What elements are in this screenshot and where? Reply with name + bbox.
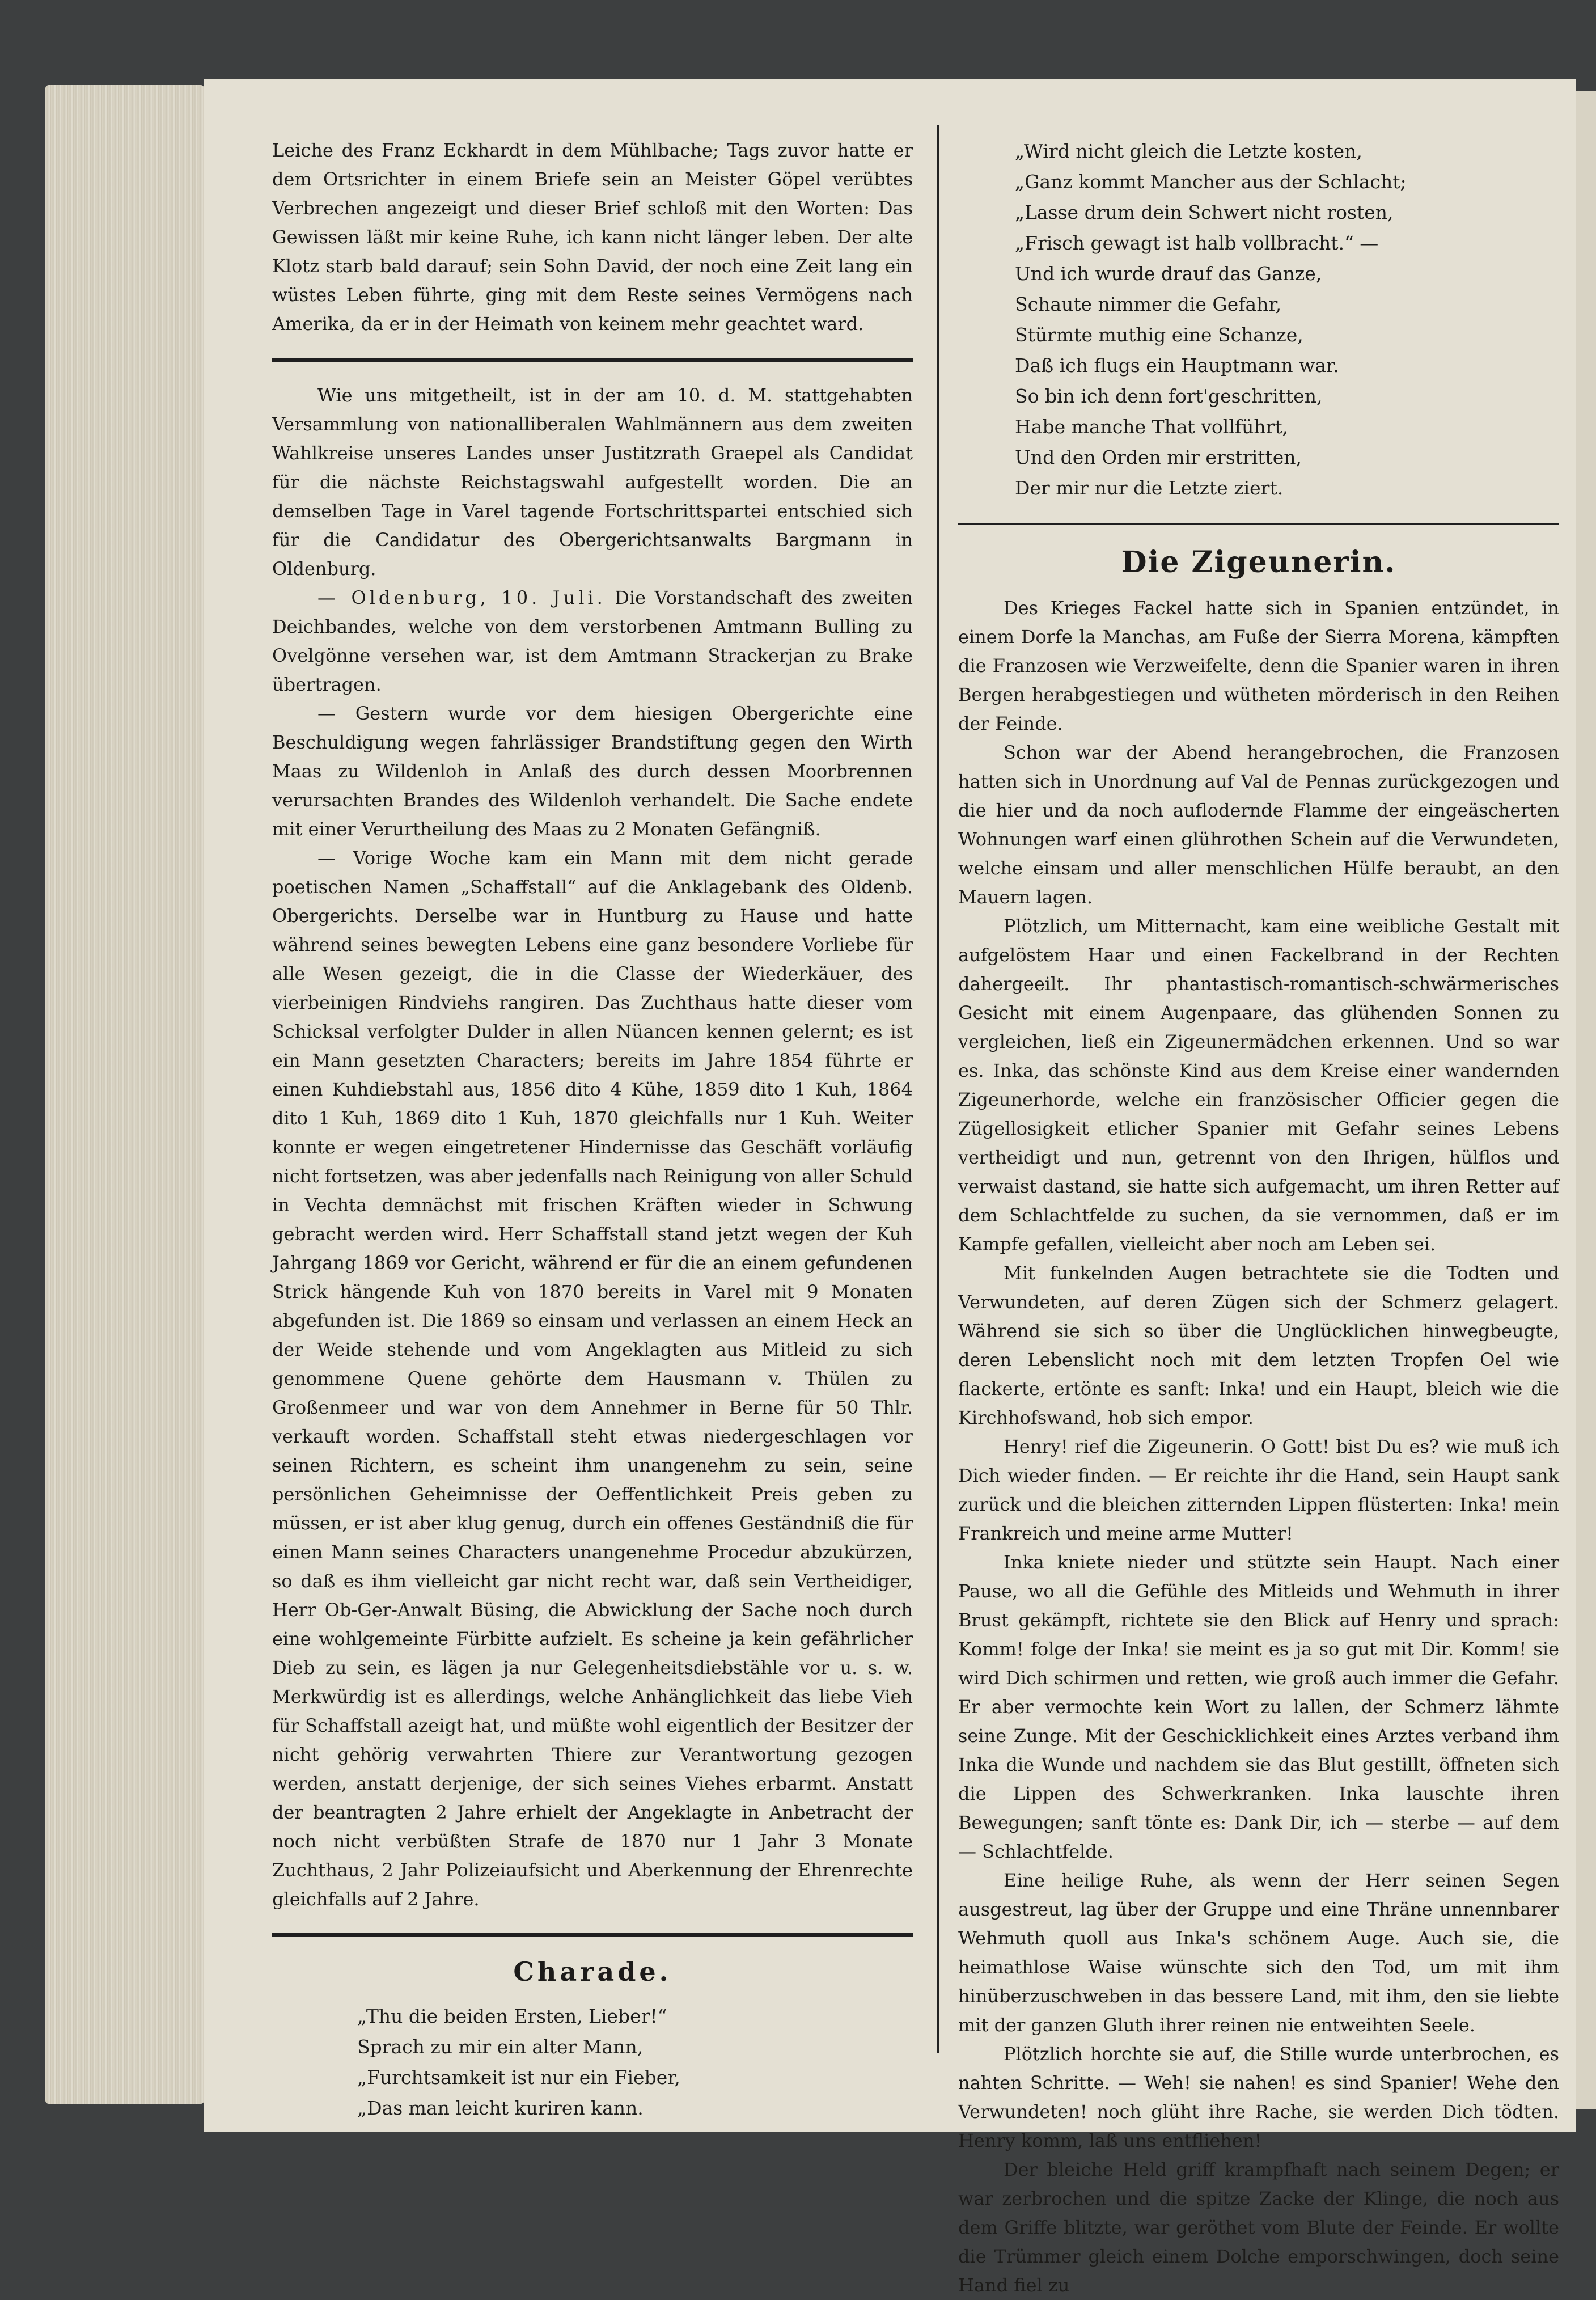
section-divider [272,1933,913,1937]
poem-line: „Wird nicht gleich die Letzte kosten, [1015,140,1362,162]
charade-poem [272,2001,913,2124]
poem-line: Habe manche That vollführt, [1015,416,1289,438]
news-item-election: Wie uns mitgetheilt, ist in der am 10. d. M. stattgehabten Versammlung von nationalliberalen Wahlmännern aus dem zweiten Wahlkreise unseres Landes unser Justitzrath Graepel als Candidat für die nächste Reichstagswahl aufgestellt worden. Die an demselben Tage in Varel tagende Fortschrittspartei entschied sich für die Candidatur des Obergerichtsanwalts Bargmann in Oldenburg. [272,384,913,580]
story-paragraph: Henry! rief die Zigeunerin. O Gott! bist Du es? wie muß ich Dich wieder finden. — Er reichte ihr die Hand, sein Haupt sank zurück und die bleichen zitternden Lippen flüsterten: Inka! mein Frankreich und meine arme Mutter! [958,1436,1559,1544]
poem-line: „Lasse drum dein Schwert nicht rosten, [1015,201,1394,223]
next-page-edge [1576,91,1596,2109]
poem-line: „Ganz kommt Mancher aus der Schlacht; [1015,171,1407,193]
story-paragraph: Plötzlich, um Mitternacht, kam eine weibliche Gestalt mit aufgelöstem Haar und einen Fackelbrand in der Rechten dahergeeilt. Ihr phantastisch-romantisch-schwärmerisches Gesicht mit einem Augenpaare, das glühenden Sonnen zu vergleichen, ließ ein Zigeunermädchen erkennen. Und so war es. Inka, das schönste Kind aus dem Kreise einer wandernden Zigeunerhorde, welche ein französischer Officier gegen die Zügellosigkeit etlicher Spanier mit Gefahr seines Lebens vertheidigt und nun, getrennt von den Ihrigen, hülflos und verwaist dastand, sie hatte sich aufgemacht, um ihren Retter auf dem Schlachtfelde zu suchen, da sie vernommen, daß er im Kampfe gefallen, vielleicht aber noch am Leben sei. [958,915,1559,1255]
poem-line: „Das man leicht kuriren kann. [357,2097,644,2119]
poem-line: „Frisch gewagt ist halb vollbracht.“ — [1015,232,1379,254]
book-page-edges [45,85,204,2104]
column-rule [937,125,939,2053]
news-item-deichband [272,584,913,699]
news-item-deichband-text: Die Vorstandschaft des zweiten Deichbandes, welche von dem verstorbenen Amtmann Bulling zu Ovelgönne versehen war, ist dem Amtmann Strackerjan zu Brake übertragen. [272,587,913,695]
poem-line: Der mir nur die Letzte ziert. [1015,477,1284,499]
story-paragraph: Mit funkelnden Augen betrachtete sie die Todten und Verwundeten, auf deren Zügen sich der Schmerz gelagert. Während sie sich so über die Unglücklichen hinwegbeugte, deren Lebenslicht noch mit dem letzten Tropfen Oel wie flackerte, ertönte es sanft: Inka! und ein Haupt, bleich wie die Kirchhofswand, hob sich empor. [958,1262,1559,1428]
newspaper-page [204,79,1576,2296]
story-paragraph: Schon war der Abend herangebrochen, die Franzosen hatten sich in Unordnung auf Val de Pennas zurückgezogen und die hier und da noch auflodernde Flamme der eingeäscherten Wohnungen warf einen glührothen Schein auf die Verwundeten, welche einsam und aller menschlichen Hülfe beraubt, an den Mauern lagen. [958,742,1559,908]
poem-line: So bin ich denn fort'geschritten, [1015,385,1323,407]
story-paragraph: Inka kniete nieder und stützte sein Haupt. Nach einer Pause, wo all die Gefühle des Mitleids und Wehmuth in ihrer Brust gekämpft, richtete sie den Blick auf Henry und sprach: Komm! folge der Inka! sie meint es ja so gut mit Dir. Komm! sie wird Dich schirmen und retten, wie groß auch immer die Gefahr. Er aber vermochte kein Wort zu lallen, der Schmerz lähmte seine Zunge. Mit der Geschicklichkeit eines Arztes verband ihm Inka die Wunde und nachdem sie das Blut gestillt, öffneten sich die Lippen des Schwerkranken. Inka lauschte ihren Bewegungen; sanft tönte es: Dank Dir, ich — sterbe — auf dem — Schlachtfelde. [958,1551,1559,1862]
section-divider [272,358,913,362]
poem-line: Und den Orden mir erstritten, [1015,446,1302,468]
charade-title: Charade. [513,1956,672,1987]
poem-line: „Furchtsamkeit ist nur ein Fieber, [357,2066,680,2088]
charade-continuation-poem [958,136,1559,504]
story-title: Die Zigeunerin. [1121,545,1396,580]
story-paragraph: Plötzlich horchte sie auf, die Stille wurde unterbrochen, es nahten Schritte. — Weh! sie nahen! es sind Spanier! Wehe den Verwundeten! noch glüht ihre Rache, sie werden Dich tödten. Henry komm, laß uns entfliehen! [958,2043,1559,2151]
poem-line: „Thu die beiden Ersten, Lieber!“ [357,2005,667,2027]
poem-line: Und ich wurde drauf das Ganze, [1015,263,1322,285]
poem-line: Schaute nimmer die Gefahr, [1015,293,1282,315]
news-item-schaffstall: — Vorige Woche kam ein Mann mit dem nicht gerade poetischen Namen „Schaffstall“ auf die Anklagebank des Oldenb. Obergerichts. Derselbe war in Huntburg zu Hause und hatte während seines bewegten Lebens eine ganz besondere Vorliebe für alle Wesen gezeigt, die in die Classe der Wiederkäuer, des vierbeinigen Rindviehs rangiren. Das Zuchthaus hatte dieser vom Schicksal verfolgter Dulder in allen Nüancen kennen gelernt; es ist ein Mann gesetzten Characters; bereits im Jahre 1854 führte er einen Kuhdiebstahl aus, 1856 dito 4 Kühe, 1859 dito 1 Kuh, 1864 dito 1 Kuh, 1869 dito 1 Kuh, 1870 gleichfalls nur 1 Kuh. Weiter konnte er wegen eingetretener Hindernisse das Geschäft vorläufig nicht fortsetzen, was aber jedenfalls nach Reinigung von aller Schuld in Vechta demnächst mit frischen Kräften wieder in Schwung gebracht werden wird. Herr Schaffstall stand jetzt wegen der Kuh Jahrgang 1869 vor Gericht, während er für die an einem gefundenen Strick hängende Kuh von 1870 bereits in Varel mit 9 Monaten abgefunden ist. Die 1869 so einsam und verlassen an einem Heck an der Weide stehende und vom Angeklagten aus Mitleid zu sich genommene Quene gehörte dem Hausmann v. Thülen zu Großenmeer und war von dem Annehmer in Berne für 50 Thlr. verkauft worden. Schaffstall steht etwas niedergeschlagen vor seinen Richtern, es scheint ihm unangenehm zu sein, seine persönlichen Geheimnisse der Oeffentlichkeit Preis geben zu müssen, er ist aber klug genug, durch ein offenes Geständniß die für einen Mann seines Characters unangenehme Procedur abzukürzen, so daß es ihm vielleicht gar nicht recht war, daß sein Vertheidiger, Herr Ob-Ger-Anwalt Büsing, die Abwicklung der Sache noch durch eine wohlgemeinte Fürbitte aufzielt. Es scheine ja kein gefährlicher Dieb zu sein, es lägen ja nur Gelegenheitsdiebstähle vor u. s. w. Merkwürdig ist es allerdings, welche Anhänglichkeit das liebe Vieh für Schaffstall azeigt hat, und müßte wohl eigentlich der Besitzer der nicht gehörig verwahrten Thiere zur Verantwortung gezogen werden, anstatt derjenige, der sich seines Viehes erbarmt. Anstatt der beantragten 2 Jahre erhielt der Angeklagte in Anbetracht der noch nicht verbüßten Strafe de 1870 nur 1 Jahr 3 Monate Zuchthaus, 2 Jahr Polizeiaufsicht und Aberkennung der Ehrenrechte gleichfalls auf 2 Jahre. [272,847,913,1910]
poem-line: Daß ich flugs ein Hauptmann war. [1015,354,1339,377]
story-paragraph: Der bleiche Held griff krampfhaft nach seinem Degen; er war zerbrochen und die spitze Zacke der Klinge, die noch aus dem Griffe blitzte, war geröthet vom Blute der Feinde. Er wollte die Trümmer gleich einem Dolche emporschwingen, doch seine Hand fiel zu [958,2159,1559,2296]
right-column [958,136,1559,2300]
story-ending-paragraph: Leiche des Franz Eckhardt in dem Mühlbache; Tags zuvor hatte er dem Ortsrichter in einem Briefe sein an Meister Göpel verübtes Verbrechen angezeigt und dieser Brief schloß mit den Worten: Das Gewissen läßt mir keine Ruhe, ich kann nicht länger leben. Der alte Klotz starb bald darauf; sein Sohn David, der noch eine Zeit lang ein wüstes Leben führte, ging mit dem Reste seines Vermögens nach Amerika, da er in der Heimath von keinem mehr geachtet ward. [272,139,913,335]
story-paragraph: Eine heilige Ruhe, als wenn der Herr seinen Segen ausgestreut, lag über der Gruppe und eine Thräne unnennbarer Wehmuth quoll aus Inka's schönem Auge. Auch sie, die heimathlose Waise wünschte sich den Tod, um mit ihm hinüberzuschweben in das bessere Land, mit ihm, den sie liebte mit der ganzen Gluth ihrer reinen nie entweihten Seele. [958,1870,1559,2036]
dateline: — Oldenburg, 10. Juli. [317,587,606,608]
section-divider [958,523,1559,525]
news-item-brandstiftung: — Gestern wurde vor dem hiesigen Obergerichte eine Beschuldigung wegen fahrlässiger Brandstiftung gegen den Wirth Maas zu Wildenloh in Anlaß des durch dessen Moorbrennen verursachten Brandes des Wildenloh verhandelt. Die Sache endete mit einer Verurtheilung des Maas zu 2 Monaten Gefängniß. [272,703,913,840]
poem-line: Stürmte muthig eine Schanze, [1015,324,1303,346]
poem-line: Sprach zu mir ein alter Mann, [357,2036,644,2058]
story-paragraph: Des Krieges Fackel hatte sich in Spanien entzündet, in einem Dorfe la Manchas, am Fuße der Sierra Morena, kämpften die Franzosen wie Verzweifelte, denn die Spanier waren in ihren Bergen herabgestiegen und wütheten mörderisch in den Reihen der Feinde. [958,597,1559,734]
left-column [272,136,913,2124]
